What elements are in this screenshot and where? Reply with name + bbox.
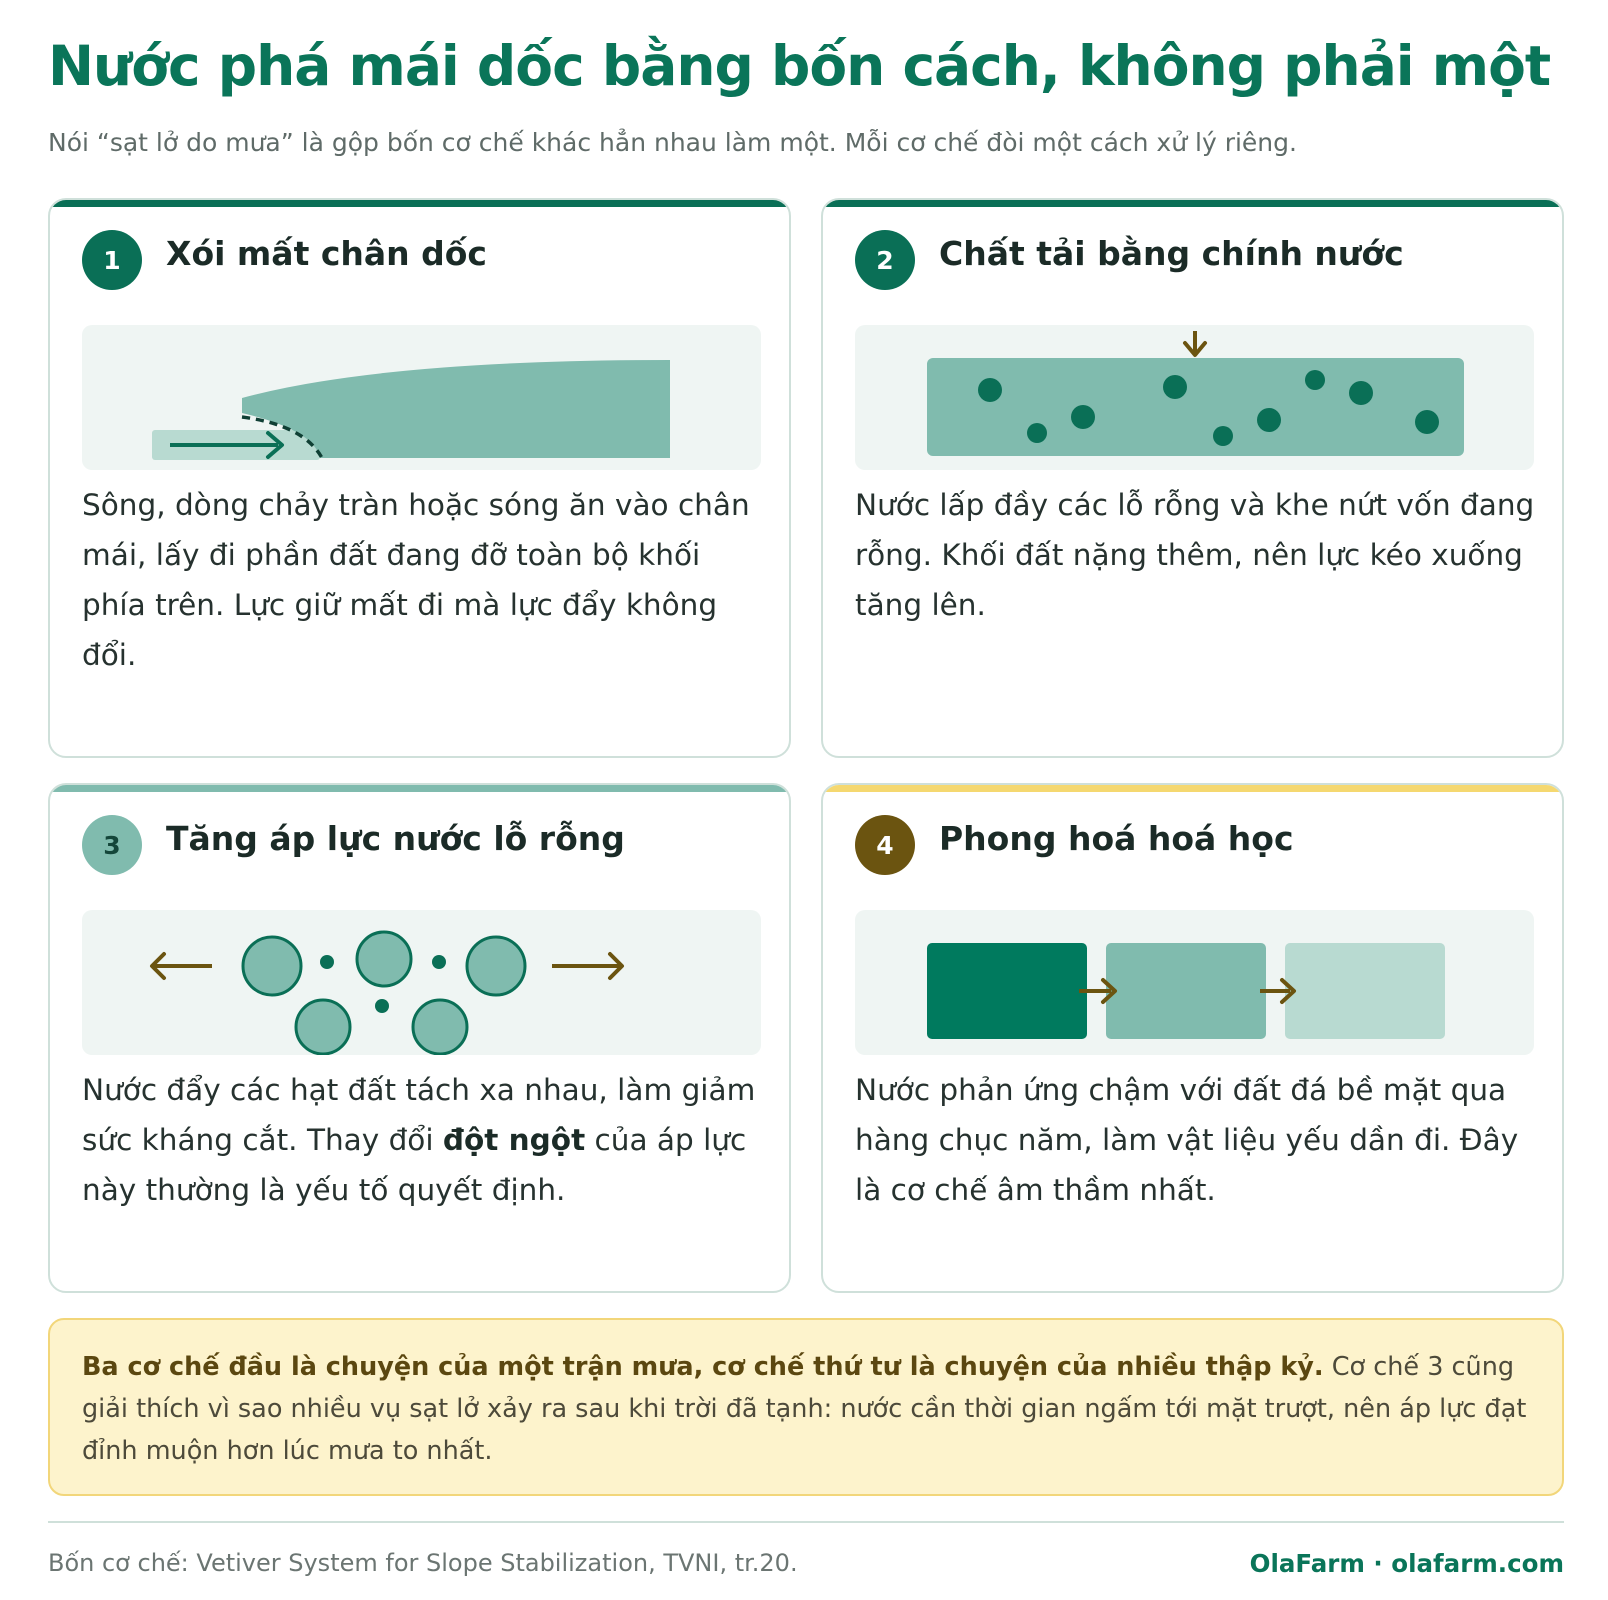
callout-emphasis: Ba cơ chế đầu là chuyện của một trận mưa, cơ chế thứ tư là chuyện của nhiều thập kỷ. — [82, 1352, 1324, 1382]
water-filled-pore — [1071, 405, 1095, 429]
summary-callout — [48, 1318, 1564, 1496]
mechanism-card-chemical-weathering — [821, 783, 1564, 1293]
card-number-badge: 1 — [82, 230, 142, 290]
soil-grain — [243, 937, 301, 995]
mechanism-card-pore-pressure — [48, 783, 791, 1293]
soil-grain — [357, 932, 411, 986]
water-filled-pore — [1257, 408, 1281, 432]
soil-grain — [413, 1000, 467, 1054]
water-filled-pore — [1027, 423, 1047, 443]
card-number-badge: 2 — [855, 230, 915, 290]
card-title: Tăng áp lực nước lỗ rỗng — [166, 819, 625, 858]
card-title: Phong hoá hoá học — [939, 819, 1294, 858]
soil-grain — [467, 937, 525, 995]
card-description: Nước đẩy các hạt đất tách xa nhau, làm giảm sức kháng cắt. Thay đổi đột ngột của áp lực này thường là yếu tố quyết định. — [82, 1073, 756, 1207]
fresh-rock-block — [927, 943, 1087, 1039]
water-filled-pore — [1415, 410, 1439, 434]
card-title: Chất tải bằng chính nước — [939, 234, 1404, 273]
water-droplet — [320, 955, 334, 969]
water-filled-pore — [1305, 370, 1325, 390]
pore-pressure-illustration — [82, 910, 761, 1055]
water-filled-pore — [1163, 375, 1187, 399]
weak-material-block — [1285, 943, 1445, 1039]
soil-block — [927, 358, 1464, 456]
water-filled-pore — [978, 378, 1002, 402]
weathering-illustration — [855, 910, 1534, 1055]
emphasis-text: đột ngột — [442, 1123, 586, 1157]
footer-divider — [48, 1521, 1564, 1523]
water-filled-pore — [1349, 381, 1373, 405]
card-description: Sông, dòng chảy tràn hoặc sóng ăn vào chân mái, lấy đi phần đất đang đỡ toàn bộ khối phía trên. Lực giữ mất đi mà lực đẩy không đổi. — [82, 488, 750, 672]
callout-text: Ba cơ chế đầu là chuyện của một trận mưa, cơ chế thứ tư là chuyện của nhiều thập kỷ. Cơ chế 3 cũng giải thích vì sao nhiều vụ sạt lở xảy ra sau khi trời đã tạnh: nước cần thời gian ngấm tới mặt trượt, nên áp lực đạt đỉnh muộn hơn lúc mưa to nhất. — [82, 1352, 1527, 1466]
weathered-rock-block — [1106, 943, 1266, 1039]
mechanism-card-toe-erosion — [48, 198, 791, 758]
water-filled-pore — [1213, 426, 1233, 446]
page-subtitle: Nói “sạt lở do mưa” là gộp bốn cơ chế khác hẳn nhau làm một. Mỗi cơ chế đòi một cách xử lý riêng. — [48, 128, 1297, 157]
brand-link[interactable]: OlaFarm · olafarm.com — [1249, 1549, 1564, 1578]
card-number-badge: 4 — [855, 815, 915, 875]
card-number-badge: 3 — [82, 815, 142, 875]
card-description: Nước lấp đầy các lỗ rỗng và khe nứt vốn đang rỗng. Khối đất nặng thêm, nên lực kéo xuống tăng lên. — [855, 488, 1535, 622]
soil-grain — [296, 1000, 350, 1054]
card-title: Xói mất chân dốc — [166, 234, 487, 273]
water-droplet — [432, 955, 446, 969]
page-title: Nước phá mái dốc bằng bốn cách, không phải một — [48, 34, 1551, 98]
mechanism-card-water-loading — [821, 198, 1564, 758]
source-citation: Bốn cơ chế: Vetiver System for Slope Stabilization, TVNI, tr.20. — [48, 1549, 798, 1577]
card-description: Nước phản ứng chậm với đất đá bề mặt qua hàng chục năm, làm vật liệu yếu dần đi. Đây là cơ chế âm thầm nhất. — [855, 1073, 1519, 1207]
water-droplet — [375, 999, 389, 1013]
water-loading-illustration — [855, 325, 1534, 470]
toe-erosion-illustration — [82, 325, 761, 470]
